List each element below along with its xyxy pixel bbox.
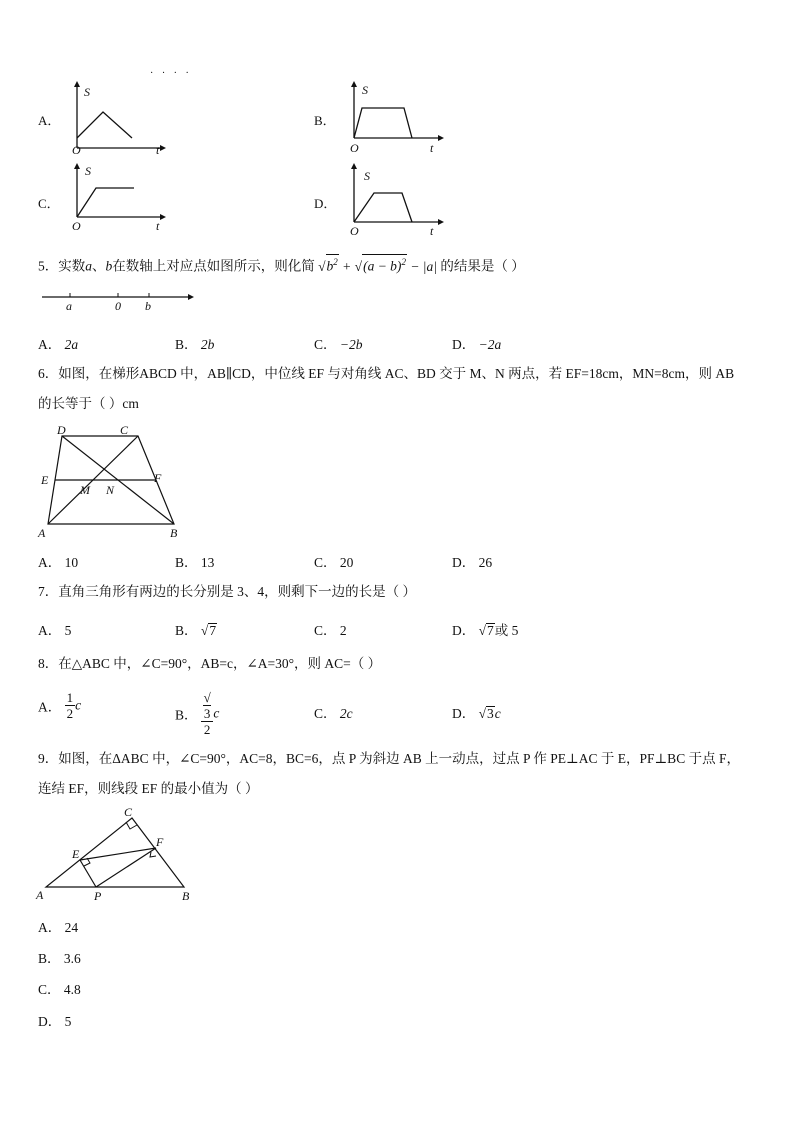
q6-label-b: B xyxy=(170,526,178,540)
q6-stem-line2: 的长等于（ ）cm xyxy=(38,396,139,411)
q9-option-c[interactable]: C． 4.8 xyxy=(38,982,81,997)
q7-option-c[interactable]: C． 2 xyxy=(314,623,347,638)
q9-label-c: C xyxy=(124,805,133,819)
q4b-axis-t: t xyxy=(430,141,434,155)
q4-graph-a xyxy=(60,78,170,158)
q5-stem xyxy=(38,254,525,277)
q4a-axis-t: t xyxy=(156,143,160,157)
q4-graph-c xyxy=(60,160,170,235)
q9-stem-line2: 连结 EF，则线段 EF 的最小值为（ ） xyxy=(38,781,259,796)
q6-label-f: F xyxy=(154,471,162,485)
q7-stem: 7．直角三角形有两边的长分别是 3、4，则剩下一边的长是（ ） xyxy=(38,584,416,599)
q4a-axis-s: S xyxy=(84,85,90,99)
q4d-axis-o: O xyxy=(350,224,359,238)
q6-option-a[interactable]: A． 10 xyxy=(38,555,79,570)
q5-prefix: 5．实数 xyxy=(38,258,86,274)
q4-option-d-letter: D． xyxy=(314,196,337,211)
q4b-axis-s: S xyxy=(362,83,368,97)
q5-option-d[interactable]: D． −2a xyxy=(452,337,502,352)
q7-option-d[interactable]: D． √7或 5 xyxy=(452,623,519,638)
q6-label-n: N xyxy=(106,483,115,497)
q6-stem-line1: 6．如图，在梯形ABCD 中，AB∥CD，中位线 EF 与对角线 AC、BD 交于 M、N 两点，若 EF=18cm，MN=8cm，则 AB xyxy=(38,366,735,381)
q5-sep: 、 xyxy=(92,258,106,274)
q9-label-a: A xyxy=(36,888,44,902)
q5-var-b: b xyxy=(105,258,113,274)
q9-triangle-figure xyxy=(34,800,204,906)
q9-stem-line1: 9．如图，在ΔABC 中，∠C=90°，AC=8，BC=6，点 P 为斜边 AB 上一动点，过点 P 作 PE⊥AC 于 E，PF⊥BC 于点 F， xyxy=(38,751,740,766)
q8-a-fraction: $\frac{1}{2}$ xyxy=(66,690,74,721)
q9-option-d[interactable]: D． 5 xyxy=(38,1014,72,1029)
q8-stem: 8．在△ABC 中，∠C=90°，AB=c，∠A=30°，则 AC=（ ） xyxy=(38,656,382,671)
q4-graph-b xyxy=(338,78,448,158)
q9-label-b: B xyxy=(182,889,190,903)
q5-var-a: a xyxy=(85,258,92,274)
q4b-axis-o: O xyxy=(350,141,359,155)
q6-label-a: A xyxy=(38,526,46,540)
q6-option-b[interactable]: B． 13 xyxy=(175,555,215,570)
q8-option-c[interactable]: C． 2c xyxy=(314,706,353,721)
q4d-axis-s: S xyxy=(364,169,370,183)
q4-option-a-letter: A． xyxy=(38,113,61,128)
q5-option-b[interactable]: B． 2b xyxy=(175,337,215,352)
q4-graph-d xyxy=(338,160,448,240)
q5-axis-0: 0 xyxy=(115,299,121,313)
q5-option-c[interactable]: C． −2b xyxy=(314,337,363,352)
q9-label-f: F xyxy=(156,835,164,849)
q7-option-a[interactable]: A． 5 xyxy=(38,623,72,638)
q8-b-fraction: √ 3 2 xyxy=(201,690,214,737)
q4a-axis-o: O xyxy=(72,143,81,157)
q8-option-d[interactable]: D． √3c xyxy=(452,706,501,721)
q9-label-e: E xyxy=(72,847,80,861)
q4c-axis-t: t xyxy=(156,219,160,233)
q8-option-b[interactable]: B． √ 3 2 c xyxy=(175,690,220,737)
q5-mid: 在数轴上对应点如图所示，则化简 xyxy=(112,258,315,274)
q9-option-a[interactable]: A． 24 xyxy=(38,920,79,935)
q8-option-a[interactable]: A． $\frac{1}{2}$ c xyxy=(38,690,82,721)
q5-number-line xyxy=(38,288,198,314)
q5-option-a[interactable]: A． 2a xyxy=(38,337,79,352)
q6-label-e: E xyxy=(41,473,49,487)
q6-label-d: D xyxy=(57,423,66,437)
q5-axis-a: a xyxy=(66,299,72,313)
q6-label-m: M xyxy=(80,483,90,497)
q6-label-c: C xyxy=(120,423,129,437)
q4c-axis-o: O xyxy=(72,219,81,233)
q9-option-b[interactable]: B． 3.6 xyxy=(38,951,81,966)
q4c-axis-s: S xyxy=(85,164,91,178)
q4-option-b-letter: B． xyxy=(314,113,336,128)
q4d-axis-t: t xyxy=(430,224,434,238)
q5-suffix: 的结果是（ ） xyxy=(440,258,525,274)
q5-expression: $√b^2 + √(a - b)^2 - |a|$ xyxy=(318,259,440,274)
q7-option-b[interactable]: B． √7 xyxy=(175,623,217,638)
q9-label-p: P xyxy=(94,889,102,903)
q5-axis-b: b xyxy=(145,299,151,313)
q4-option-c-letter: C． xyxy=(38,196,60,211)
q6-option-d[interactable]: D． 26 xyxy=(452,555,493,570)
q6-option-c[interactable]: C． 20 xyxy=(314,555,354,570)
scan-artifact-dots: · · · · xyxy=(150,68,192,79)
q6-trapezoid-figure xyxy=(36,420,196,542)
